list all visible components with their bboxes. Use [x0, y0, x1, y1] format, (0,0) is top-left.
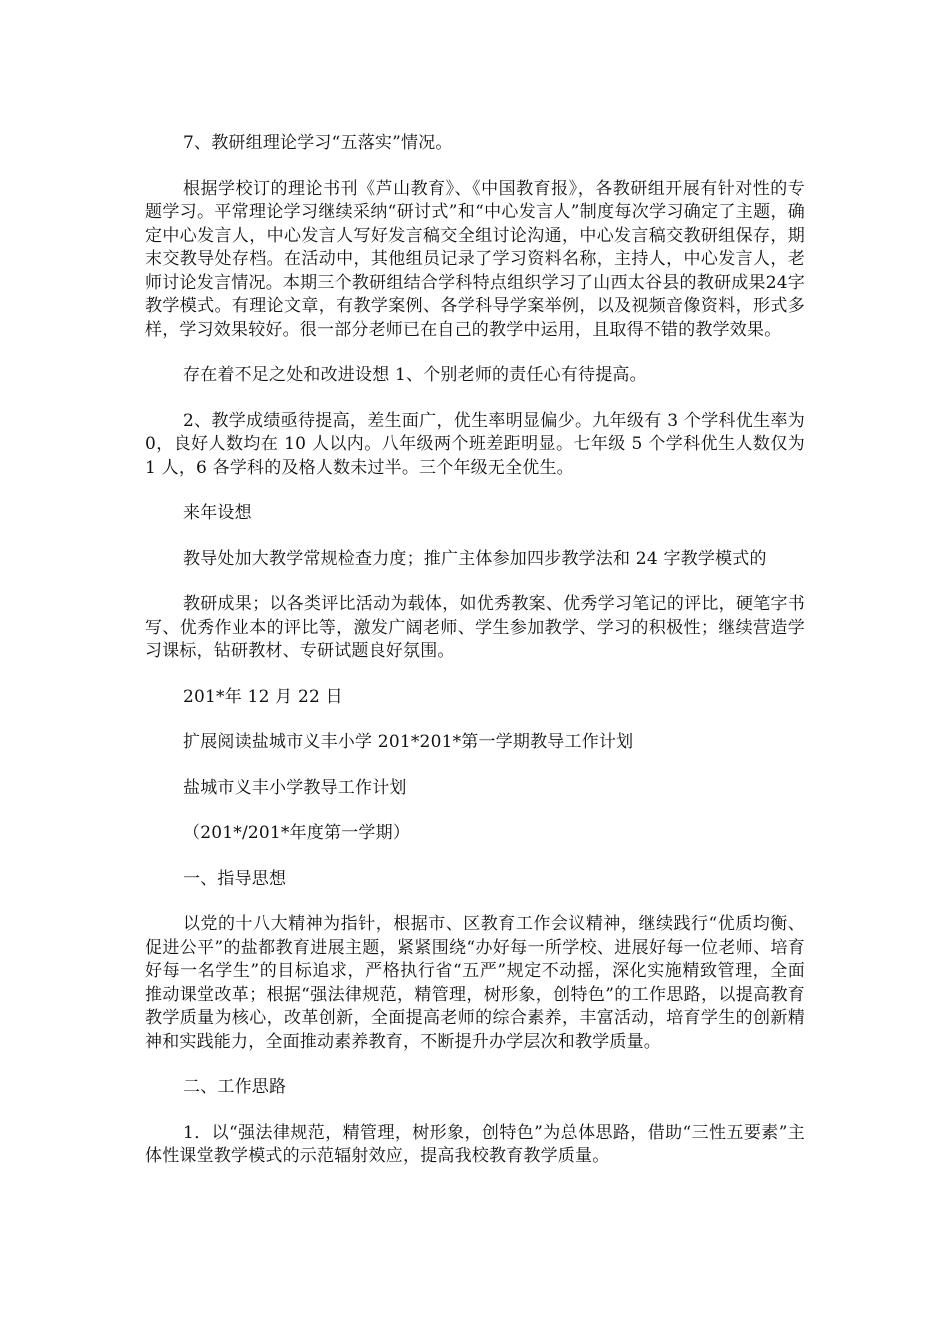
paragraph-5: 来年设想: [183, 503, 252, 523]
paragraph-13: 以党的十八大精神为指针，根据市、区教育工作会议精神，继续践行“优质均衡、促进公平”的盐都教育进展主题，紧紧围绕“办好每一所学校、进展好每一位老师、培育好每一名学生”的目标追求，严格执行省“五严”规定不动摇，深化实施精致管理，全面推动课堂改革；根据“强法律规范，精管理，树形象，创特色”的工作思路，以提高教育教学质量为核心，改革创新，全面提高老师的综合素养，丰富活动，培育学生的创新精神和实践能力，全面推动素养教育，不断提升办学层次和教学质量。: [145, 914, 805, 1052]
paragraph-9: 扩展阅读盐城市义丰小学 201*201*第一学期教导工作计划: [183, 732, 634, 752]
paragraph-15: 1．以“强法律规范，精管理，树形象，创特色”为总体思路，借助“三性五要素”主体性课堂教学模式的示范辐射效应，提高我校教育教学质量。: [145, 1122, 805, 1166]
paragraph-6: 教导处加大教学常规检查力度；推广主体参加四步教学法和 24 字教学模式的: [183, 548, 767, 569]
paragraph-2: 根据学校订的理论书刊《芦山教育》、《中国教育报》，各教研组开展有针对性的专题学习。平常理论学习继续采纳“研讨式”和“中心发言人”制度每次学习确定了主题，确定中心发言人，中心发言人写好发言稿交全组讨论沟通，中心发言稿交教研组保存，期末交教导处存档。在活动中，其他组员记录了学习资料名称，主持人，中心发言人，老师讨论发言情况。本期三个教研组结合学科特点组织学习了山西太谷县的教研成果24字教学模式。有理论文章，有教学案例、各学科导学案举例，以及视频音像资料，形式多样，学习效果较好。很一部分老师已在自己的教学中运用，且取得不错的教学效果。: [145, 178, 805, 340]
paragraph-7: 教研成果；以各类评比活动为载体，如优秀教案、优秀学习笔记的评比，硬笔字书写、优秀作业本的评比等，激发广阔老师、学生参加教学、学习的积极性；继续营造学习课标，钻研教材、专研试题良好氛围。: [145, 594, 805, 661]
paragraph-8: 201*年 12 月 22 日: [183, 686, 343, 707]
paragraph-1: 7、教研组理论学习“五落实”情况。: [183, 133, 453, 153]
paragraph-3: 存在着不足之处和改进设想 1、个别老师的责任心有待提高。: [183, 365, 647, 385]
paragraph-11: （201*/201*年度第一学期）: [183, 823, 411, 843]
paragraph-4: 2、教学成绩亟待提高，差生面广，优生率明显偏少。九年级有 3 个学科优生率为 0，良好人数均在 10 人以内。八年级两个班差距明显。七年级 5 个学科优生人数仅为 1 人，6 各学科的及格人数未过半。三个年级无全优生。: [145, 410, 805, 478]
paragraph-10: 盐城市义丰小学教导工作计划: [183, 777, 407, 798]
paragraph-12: 一、指导思想: [183, 868, 287, 889]
paragraph-14: 二、工作思路: [183, 1077, 287, 1097]
document-page: [145, 132, 805, 1191]
